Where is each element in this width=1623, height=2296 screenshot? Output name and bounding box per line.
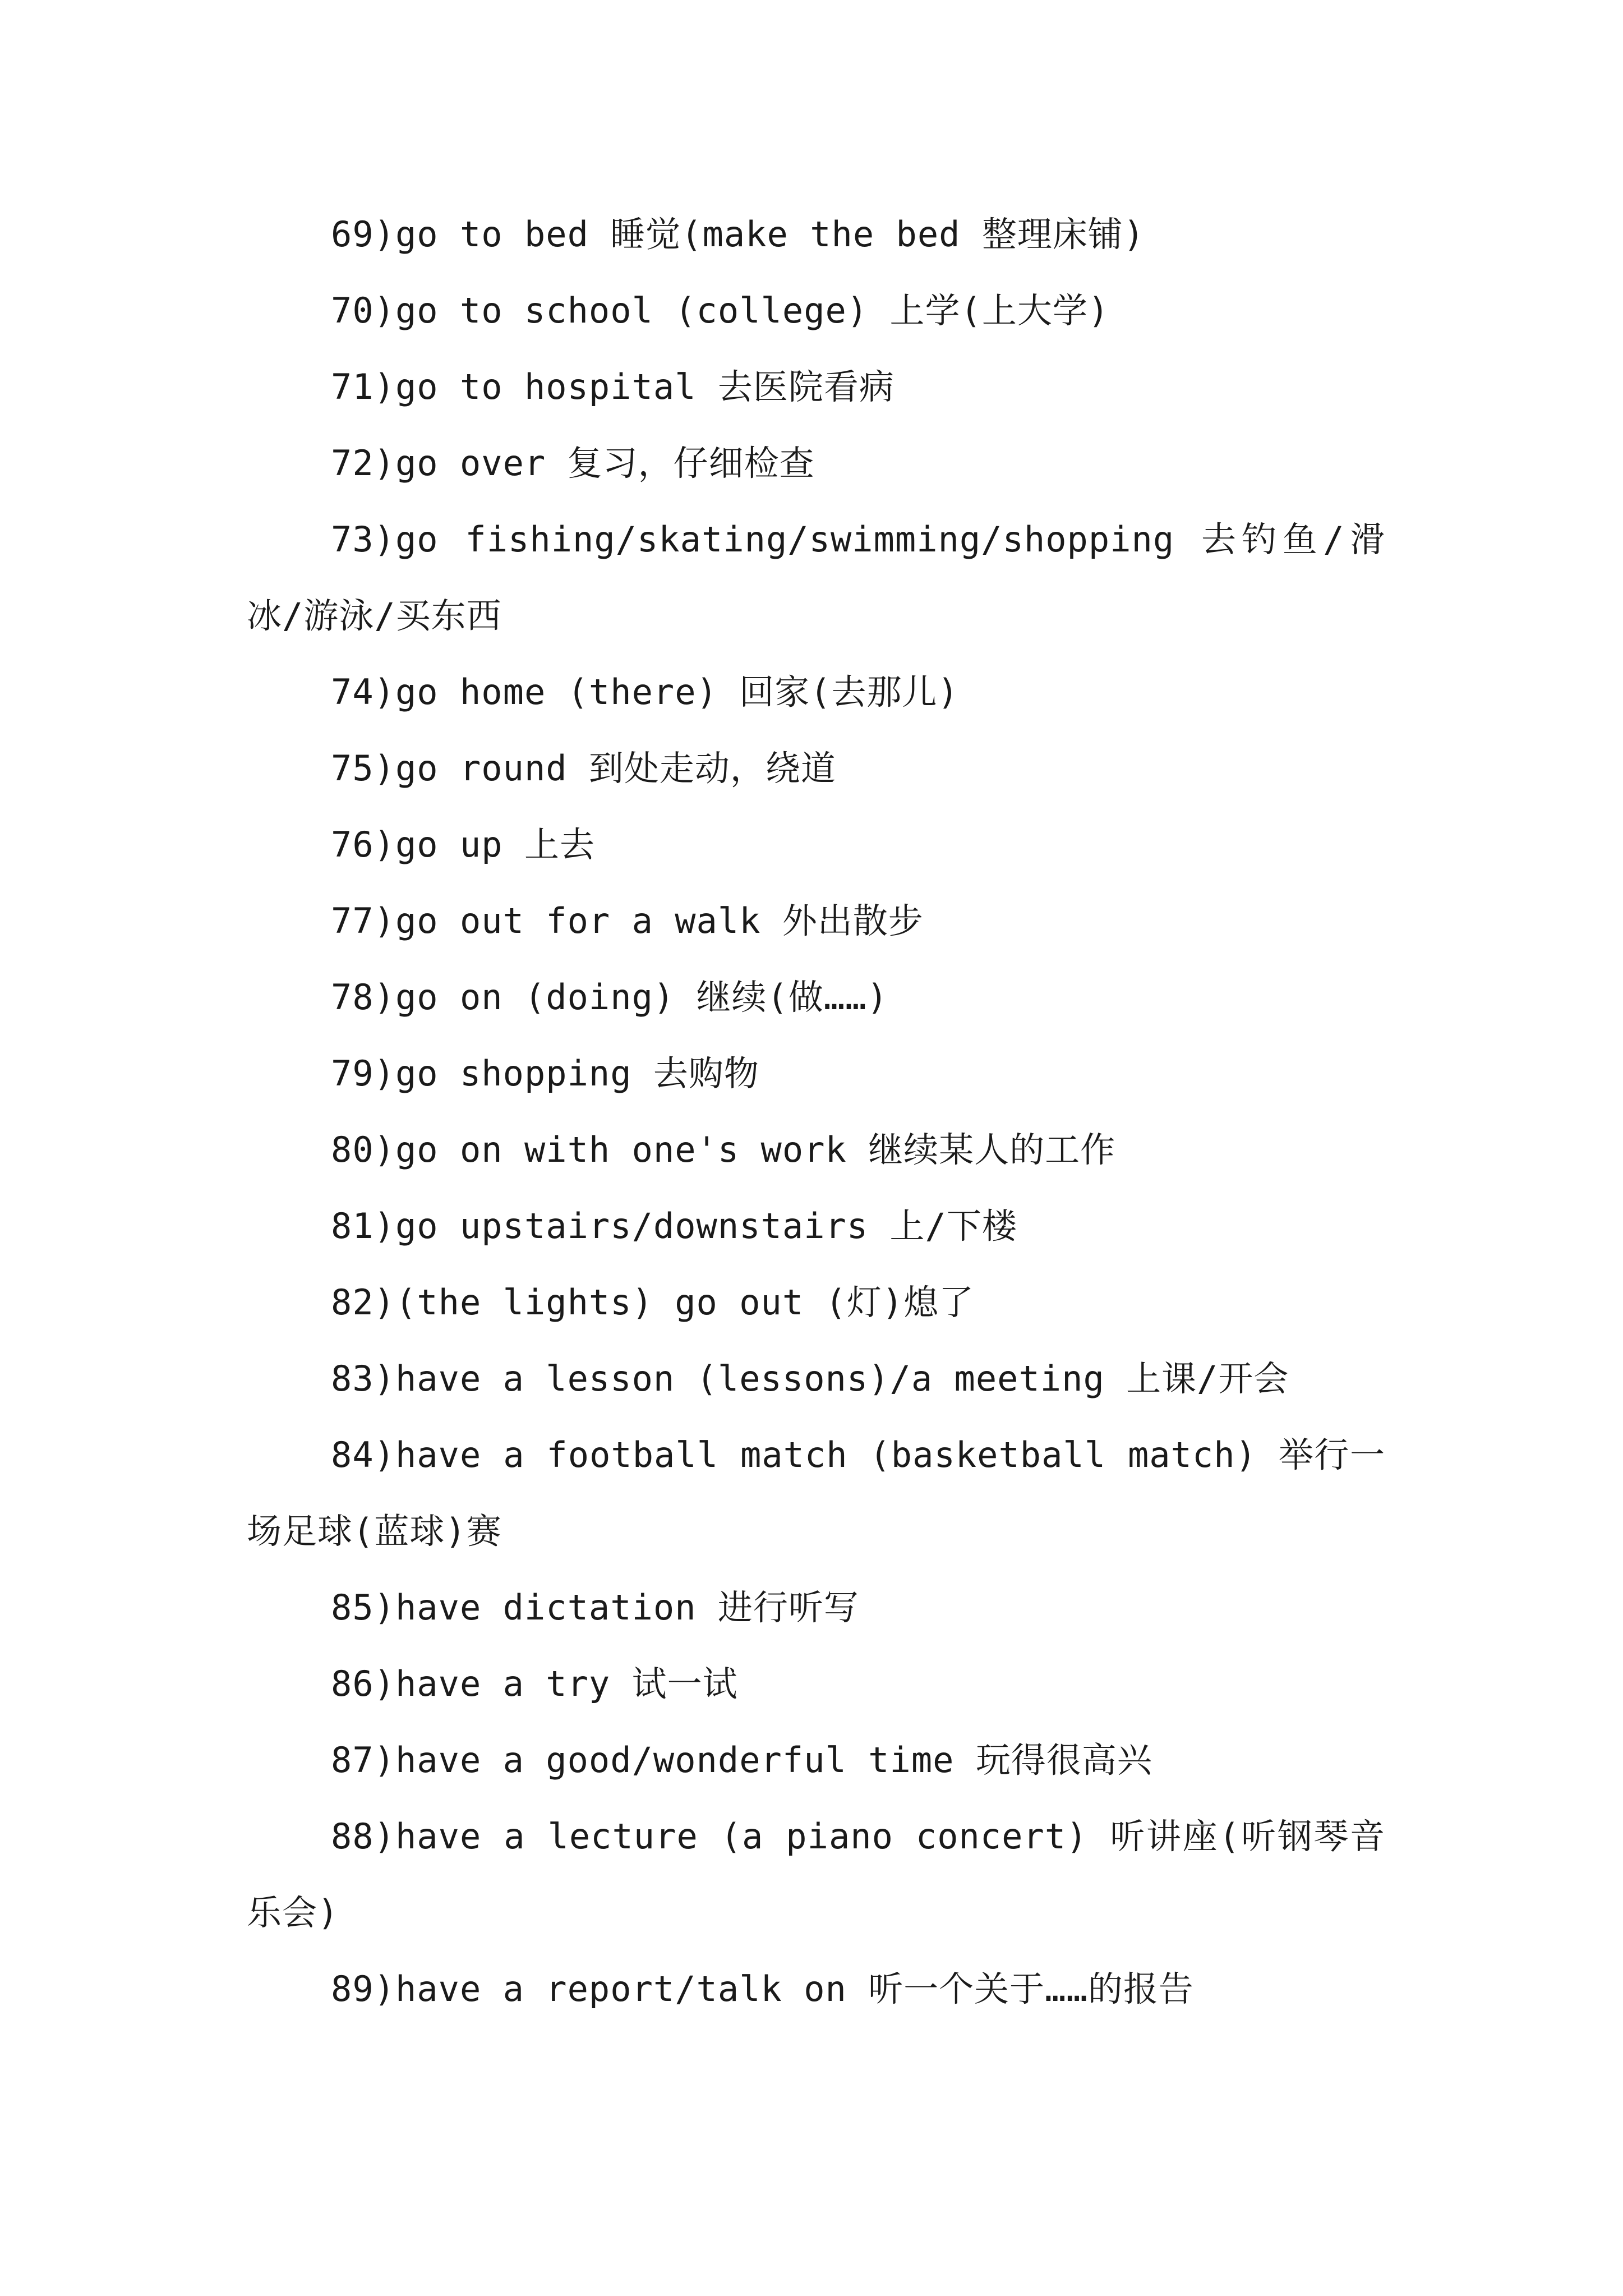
list-item: 89)have a report/talk on 听一个关于……的报告 — [331, 1968, 1194, 2009]
phrase-list — [247, 196, 1385, 2027]
list-item: 71)go to hospital 去医院看病 — [331, 366, 895, 407]
list-item: 76)go up 上去 — [331, 824, 595, 865]
list-item: 77)go out for a walk 外出散步 — [331, 900, 924, 941]
list-item: 69)go to bed 睡觉(make the bed 整理床铺) — [331, 214, 1145, 255]
list-item: 82)(the lights) go out (灯)熄了 — [331, 1282, 975, 1323]
list-item: 85)have dictation 进行听写 — [331, 1587, 859, 1628]
list-item: 78)go on (doing) 继续(做……) — [331, 977, 888, 1018]
list-item: 79)go shopping 去购物 — [331, 1053, 759, 1094]
list-item: 86)have a try 试一试 — [331, 1663, 738, 1704]
list-item: 80)go on with one's work 继续某人的工作 — [331, 1129, 1116, 1170]
list-item: 88)have a lecture (a piano concert) 听讲座(听钢琴音乐会) — [247, 1816, 1385, 1933]
list-item: 83)have a lesson (lessons)/a meeting 上课/开会 — [331, 1358, 1289, 1399]
list-item: 74)go home (there) 回家(去那儿) — [331, 671, 959, 712]
list-item: 87)have a good/wonderful time 玩得很高兴 — [331, 1740, 1152, 1780]
list-item: 70)go to school (college) 上学(上大学) — [331, 290, 1110, 331]
list-item: 73)go fishing/skating/swimming/shopping 去钓鱼/滑冰/游泳/买东西 — [247, 519, 1385, 636]
list-item: 81)go upstairs/downstairs 上/下楼 — [331, 1205, 1017, 1246]
list-item: 72)go over 复习，仔细检查 — [331, 443, 815, 484]
list-item: 84)have a football match (basketball match) 举行一场足球(蓝球)赛 — [247, 1434, 1385, 1552]
list-item: 75)go round 到处走动，绕道 — [331, 748, 836, 789]
